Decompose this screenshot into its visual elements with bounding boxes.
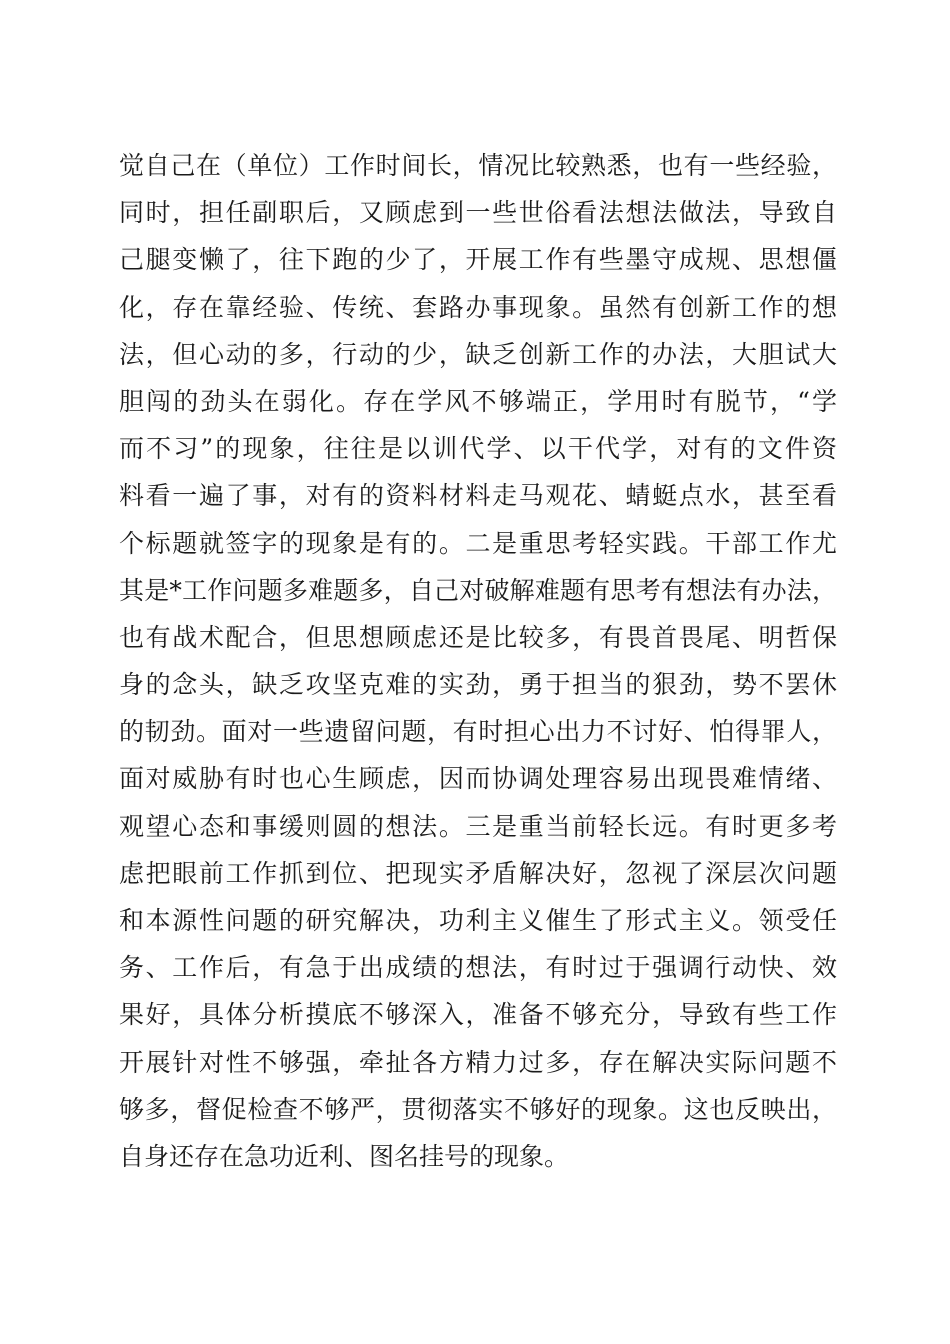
text-line: 觉自己在（单位）工作时间长，情况比较熟悉，也有一些经验， (119, 151, 837, 180)
text-line: 也有战术配合，但思想顾虑还是比较多，有畏首畏尾、明哲保 (119, 622, 837, 652)
text-line: 虑把眼前工作抓到位、把现实矛盾解决好，忽视了深层次问题 (119, 858, 837, 888)
text-line: 开展针对性不够强，牵扯各方精力过多，存在解决实际问题不 (119, 1047, 837, 1077)
text-line: 的韧劲。面对一些遗留问题，有时担心出力不讨好、怕得罪人， (119, 717, 837, 747)
text-line: 个标题就签字的现象是有的。二是重思考轻实践。干部工作尤 (119, 528, 837, 558)
text-line: 而不习”的现象，往往是以训代学、以干代学，对有的文件资 (119, 434, 837, 464)
text-line: 面对威胁有时也心生顾虑，因而协调处理容易出现畏难情绪、 (119, 764, 837, 794)
text-line-last: 自身还存在急功近利、图名挂号的现象。 (119, 1141, 570, 1171)
body-paragraph (119, 142, 837, 1180)
text-line: 身的念头，缺乏攻坚克难的实劲，勇于担当的狠劲，势不罢休 (119, 670, 837, 700)
text-line: 观望心态和事缓则圆的想法。三是重当前轻长远。有时更多考 (119, 811, 837, 841)
text-line: 胆闯的劲头在弱化。存在学风不够端正，学用时有脱节，“学 (119, 386, 837, 416)
text-line: 其是*工作问题多难题多，自己对破解难题有思考有想法有办法， (119, 575, 837, 605)
text-line: 化，存在靠经验、传统、套路办事现象。虽然有创新工作的想 (119, 292, 837, 322)
text-line: 果好，具体分析摸底不够深入，准备不够充分，导致有些工作 (119, 1000, 837, 1030)
text-line: 和本源性问题的研究解决，功利主义催生了形式主义。领受任 (119, 906, 837, 935)
text-line: 法，但心动的多，行动的少，缺乏创新工作的办法，大胆试大 (119, 339, 837, 369)
text-line: 务、工作后，有急于出成绩的想法，有时过于强调行动快、效 (119, 953, 837, 983)
text-line: 己腿变懒了，往下跑的少了，开展工作有些墨守成规、思想僵 (119, 245, 837, 275)
text-line: 同时，担任副职后，又顾虑到一些世俗看法想法做法，导致自 (119, 198, 837, 228)
text-line: 料看一遍了事，对有的资料材料走马观花、蜻蜓点水，甚至看 (119, 481, 837, 511)
text-line: 够多，督促检查不够严，贯彻落实不够好的现象。这也反映出， (119, 1094, 837, 1124)
